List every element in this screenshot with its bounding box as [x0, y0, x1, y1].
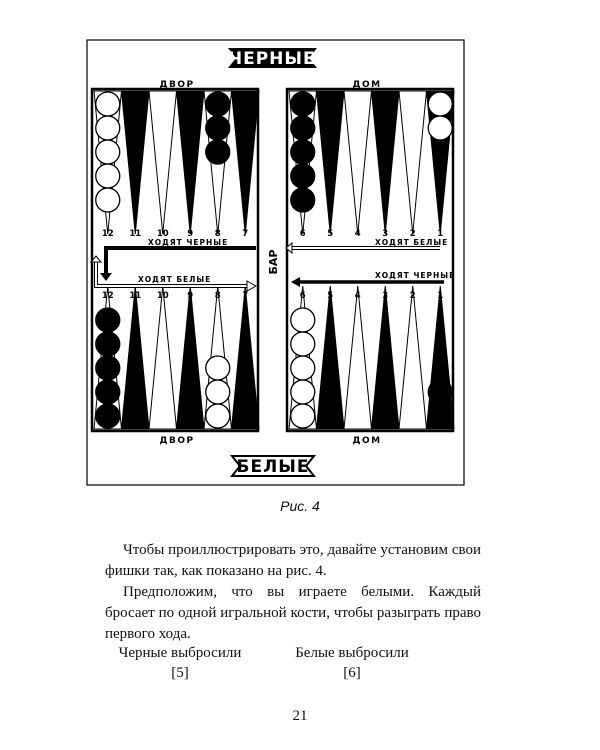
banner-white: [232, 456, 314, 477]
bottom_left-checker-black-p12-2: [96, 380, 120, 404]
bottom-left-point-2: [122, 286, 150, 429]
roll-white: [262, 643, 442, 683]
page-number: 21: [292, 708, 308, 724]
bottom_left-checker-black-p12-5: [96, 308, 120, 332]
top-right-number-1: 1: [437, 229, 444, 239]
bottom-left-point-6: [232, 286, 260, 429]
bottom-left-number-11: 11: [129, 291, 142, 301]
top_left-checker-black-p8-2: [206, 116, 230, 140]
top-left-number-11: 11: [129, 229, 142, 239]
banner-black: [228, 48, 317, 69]
bottom-left-number-7: 7: [242, 291, 249, 301]
bottom_left-checker-black-p12-3: [96, 356, 120, 380]
bottom_left-checker-white-p8-2: [206, 380, 230, 404]
top-left-number-10: 10: [156, 229, 169, 239]
numbers-bottom-right: [300, 291, 444, 301]
bottom_right-checker-white-p6-3: [291, 356, 315, 380]
roll-black-value: [5]: [171, 665, 189, 681]
banner-white-text: БЕЛЫЕ: [236, 457, 310, 477]
roll-black-label: Черные выбросили: [118, 645, 242, 661]
top-right-number-2: 2: [409, 229, 416, 239]
bottom_right-checker-white-p6-2: [291, 380, 315, 404]
bottom_right-checker-white-p6-1: [291, 404, 315, 428]
bottom-right-point-4: [372, 286, 400, 429]
bottom-right-point-5: [399, 286, 427, 429]
top_left-checker-black-p8-1: [206, 92, 230, 116]
bottom-right-number-4: 4: [354, 291, 361, 301]
arrow-white-moves-left: [91, 256, 256, 291]
top-left-number-8: 8: [214, 229, 221, 239]
roll-black: [90, 643, 270, 683]
bottom-left-point-4: [177, 286, 205, 429]
top_left-checker-white-p12-1: [96, 92, 120, 116]
top-left-point-6: [232, 91, 260, 234]
top-left-point-2: [122, 91, 150, 234]
bottom_left-checker-white-p8-3: [206, 356, 230, 380]
bottom-right-number-5: 5: [327, 291, 334, 301]
top_left-checker-white-p12-3: [96, 140, 120, 164]
paragraph-1: Чтобы проиллюстрировать это, давайте установим свои фишки так, как показано на рис. 4.: [105, 542, 481, 579]
top-right-point-2: [317, 91, 345, 234]
bottom-right-number-2: 2: [409, 291, 416, 301]
top-left-number-12: 12: [101, 229, 114, 239]
label-top-left-yard: ДВОР: [159, 80, 195, 90]
top_right-checker-white-p1-1: [428, 92, 452, 116]
top-right-number-5: 5: [327, 229, 334, 239]
top_right-checker-black-p6-1: [291, 92, 315, 116]
top-left-point-4: [177, 91, 205, 234]
bar-label: БАР: [267, 249, 280, 275]
top_right-checker-black-p6-2: [291, 116, 315, 140]
arrow-white-moves-left-label: ХОДЯТ БЕЛЫЕ: [138, 275, 212, 284]
label-bottom-right-home: ДОМ: [352, 436, 382, 446]
arrow-black-moves-right-label: ХОДЯТ ЧЕРНЫЕ: [375, 271, 456, 280]
top_left-checker-white-p12-4: [96, 164, 120, 188]
top_right-checker-white-p1-2: [428, 116, 452, 140]
points-bottom-left: [94, 286, 259, 429]
roll-white-value: [6]: [343, 665, 361, 681]
arrow-black-moves-right: [291, 271, 455, 287]
top-right-point-3: [344, 91, 372, 234]
bottom-left-number-10: 10: [156, 291, 169, 301]
roll-white-label: Белые выбросили: [295, 645, 409, 661]
bottom-right-number-1: 1: [437, 291, 444, 301]
top-left-number-7: 7: [242, 229, 249, 239]
top-right-number-4: 4: [354, 229, 361, 239]
paragraph-2: Предположим, что вы играете белыми. Каждый бросает по одной игральной кости, чтобы разыграть право первого хода.: [105, 584, 481, 642]
bottom_right-checker-black-p1-1: [428, 404, 452, 428]
top-right-number-6: 6: [299, 229, 306, 239]
label-top-right-home: ДОМ: [352, 80, 382, 90]
bottom-left-point-3: [149, 286, 177, 429]
top-right-number-3: 3: [382, 229, 389, 239]
bottom-right-point-3: [344, 286, 372, 429]
bottom_right-checker-white-p6-5: [291, 308, 315, 332]
top-right-point-4: [372, 91, 400, 234]
top_left-checker-white-p12-2: [96, 116, 120, 140]
figure-caption: Рис. 4: [280, 498, 320, 514]
points-top-right: [289, 91, 454, 234]
bottom-left-number-8: 8: [214, 291, 221, 301]
bottom_left-checker-black-p12-1: [96, 404, 120, 428]
top-right-point-5: [399, 91, 427, 234]
top_right-checker-black-p6-3: [291, 140, 315, 164]
bottom-right-point-2: [317, 286, 345, 429]
top_left-checker-white-p12-5: [96, 188, 120, 212]
top-left-number-9: 9: [187, 229, 194, 239]
bottom-left-number-12: 12: [101, 291, 114, 301]
top_left-checker-black-p8-3: [206, 140, 230, 164]
label-bottom-left-yard: ДВОР: [159, 436, 195, 446]
bottom_left-checker-black-p12-4: [96, 332, 120, 356]
bottom-right-number-3: 3: [382, 291, 389, 301]
top_right-checker-black-p6-5: [291, 188, 315, 212]
bottom-left-number-9: 9: [187, 291, 194, 301]
arrow-white-moves-right-label: ХОДЯТ БЕЛЫЕ: [375, 238, 449, 247]
points-bottom-right: [289, 286, 454, 429]
arrow-black-moves-left-label: ХОДЯТ ЧЕРНЫЕ: [148, 238, 229, 247]
top-left-point-3: [149, 91, 177, 234]
bottom_right-checker-black-p1-2: [428, 380, 452, 404]
bottom-right-number-6: 6: [299, 291, 306, 301]
points-top-left: [94, 91, 259, 234]
banner-black-text: ЧЕРНЫЕ: [228, 49, 316, 69]
arrow-white-moves-right: [286, 238, 448, 253]
bottom_left-checker-white-p8-1: [206, 404, 230, 428]
bottom_right-checker-white-p6-4: [291, 332, 315, 356]
top_right-checker-black-p6-4: [291, 164, 315, 188]
numbers-bottom-left: [102, 291, 248, 301]
